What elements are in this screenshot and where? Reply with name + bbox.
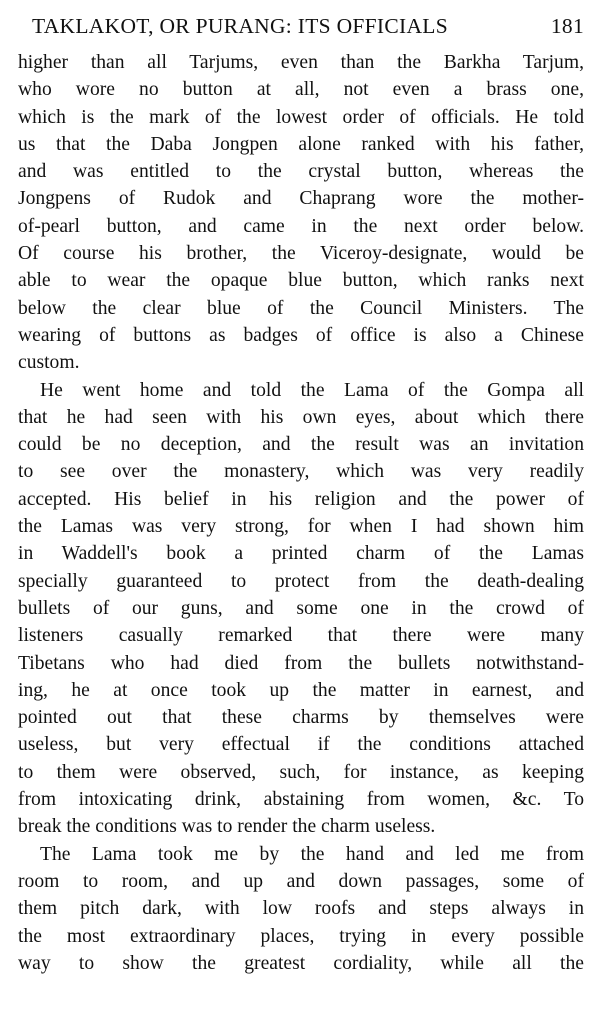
body-text — [18, 49, 584, 977]
text-line: to see over the monastery, which was very readily — [18, 461, 584, 483]
text-line: useless, but very effectual if the conditions attached — [18, 734, 584, 756]
text-line: specially guaranteed to protect from the death-dealing — [18, 570, 584, 592]
running-head — [18, 14, 584, 44]
text-line: the Lamas was very strong, for when I had shown him — [18, 516, 584, 538]
paragraph — [18, 377, 584, 841]
paragraph — [18, 49, 584, 377]
text-line: break the conditions was to render the charm useless. — [18, 816, 436, 838]
text-line: bullets of our guns, and some one in the crowd of — [18, 597, 584, 619]
text-line: could be no deception, and the result was an invitation — [18, 434, 584, 456]
text-line: Of course his brother, the Viceroy-designate, would be — [18, 243, 584, 265]
text-line: which is the mark of the lowest order of officials. He told — [18, 106, 584, 128]
text-line: room to room, and up and down passages, some of — [18, 870, 584, 892]
text-line: who wore no button at all, not even a brass one, — [18, 79, 584, 101]
text-line: ing, he at once took up the matter in earnest, and — [18, 679, 584, 701]
text-line: higher than all Tarjums, even than the Barkha Tarjum, — [18, 52, 584, 73]
paragraph — [18, 841, 584, 977]
text-line: He went home and told the Lama of the Gompa all — [40, 379, 584, 401]
text-line: Jongpens of Rudok and Chaprang wore the mother- — [18, 188, 584, 210]
text-line: wearing of buttons as badges of office is also a Chinese — [18, 324, 584, 346]
text-line: able to wear the opaque blue button, which ranks next — [18, 270, 584, 292]
text-line: custom. — [18, 352, 80, 374]
text-line: them pitch dark, with low roofs and steps always in — [18, 898, 584, 920]
text-line: in Waddell's book a printed charm of the Lamas — [18, 543, 584, 565]
text-line: below the clear blue of the Council Ministers. The — [18, 297, 584, 319]
text-line: from intoxicating drink, abstaining from women, &c. To — [18, 789, 584, 811]
text-line: and was entitled to the crystal button, whereas the — [18, 161, 584, 183]
text-line: The Lama took me by the hand and led me from — [40, 843, 584, 865]
text-line: that he had seen with his own eyes, about which there — [18, 406, 584, 428]
running-head-title: TAKLAKOT, OR PURANG: ITS OFFICIALS — [32, 14, 449, 38]
text-line: Tibetans who had died from the bullets notwithstand- — [18, 652, 584, 674]
text-line: way to show the greatest cordiality, while all the — [18, 952, 584, 974]
text-line: accepted. His belief in his religion and the power of — [18, 488, 584, 510]
text-line: pointed out that these charms by themselves were — [18, 707, 584, 729]
text-line: listeners casually remarked that there were many — [18, 625, 584, 647]
book-page — [18, 14, 584, 977]
page-number: 181 — [550, 14, 584, 38]
text-line: the most extraordinary places, trying in every possible — [18, 925, 584, 947]
text-line: to them were observed, such, for instance, as keeping — [18, 761, 584, 783]
text-line: us that the Daba Jongpen alone ranked with his father, — [18, 133, 584, 155]
text-line: of-pearl button, and came in the next order below. — [18, 215, 584, 237]
